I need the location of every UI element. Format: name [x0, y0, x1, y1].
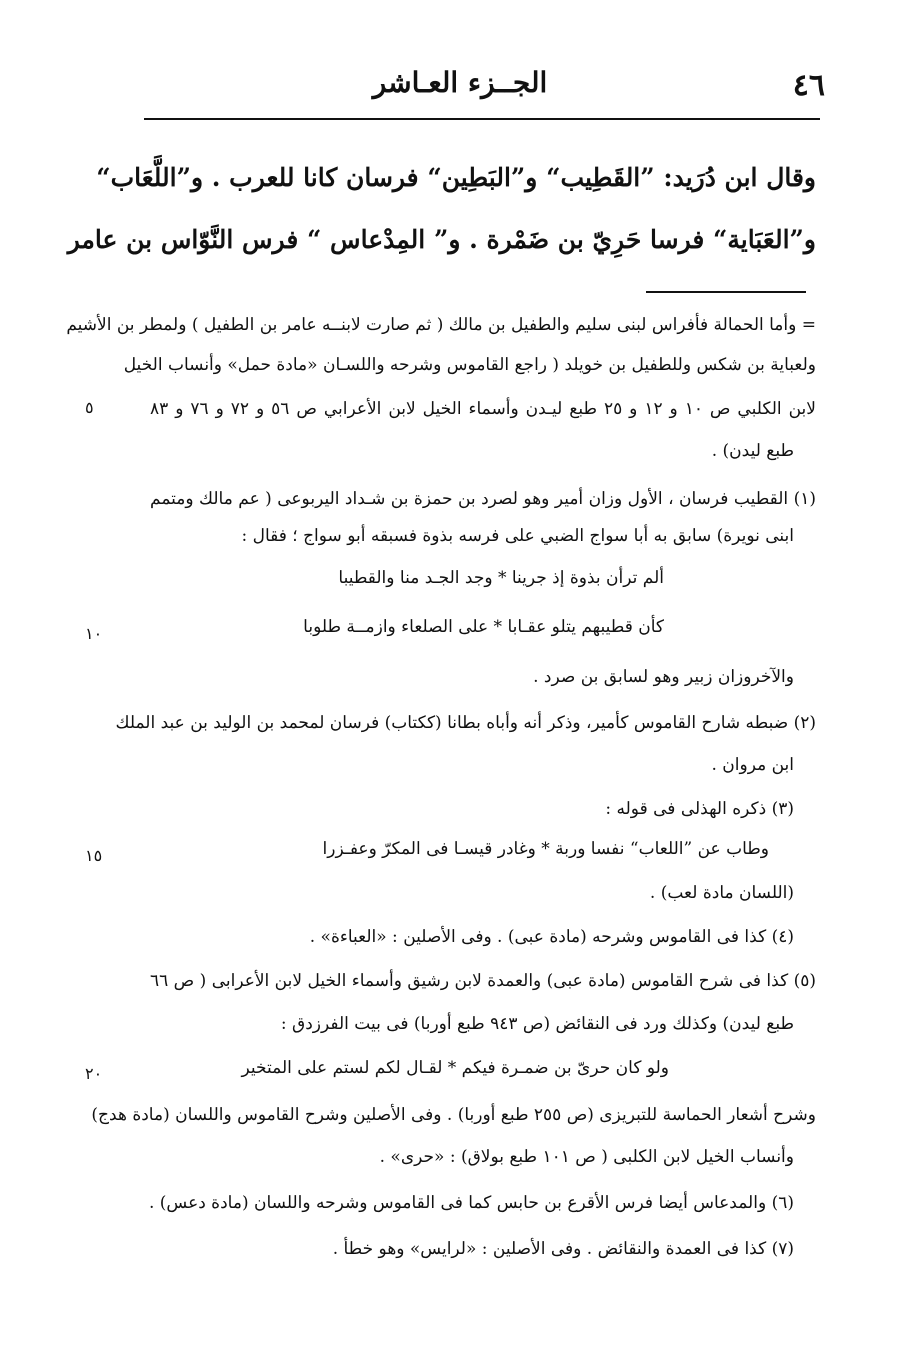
main-text-line-1: وقال ابن دُرَيد: ”القَطِيب“ و”البَطِين“ فرسان كانا للعرب . و”اللَّعَاب“ — [96, 163, 816, 192]
margin-line-number: ٥ — [85, 398, 94, 417]
footnote-2-line: ابن مروان . — [711, 755, 794, 775]
header-rule — [144, 118, 820, 120]
footnote-5-line: (٥) كذا فى شرح القاموس (مادة عبى) والعمدة لابن رشيق وأسماء الخيل لابن الأعرابى ( ص ٦٦ — [150, 971, 816, 991]
footnote-1-verse: ألم ترأن بذوة إذ جرينا * وجد الجـد منا والقطيبا — [338, 568, 664, 588]
running-title: الجــزء العـاشر — [372, 66, 548, 99]
footnote-5-verse: ولو كان حرىّ بن ضمـرة فيكم * لقـال لكم لستم على المتخير — [241, 1058, 669, 1078]
footnote-5-end-line: وشرح أشعار الحماسة للتبريزى (ص ٢٥٥ طبع أوربا) . وفى الأصلين وشرح القاموس واللسان (مادة هدج) — [91, 1105, 816, 1125]
page-number: ٤٦ — [792, 68, 825, 103]
footnote-continuation-line: طبع ليدن) . — [711, 441, 794, 461]
footnote-4: (٤) كذا فى القاموس وشرحه (مادة عبى) . وفى الأصلين : «العباءة» . — [309, 927, 794, 947]
footnote-2-line: (٢) ضبطه شارح القاموس كأمير، وذكر أنه وأباه بطانا (ككتاب) فرسان لمحمد بن الوليد بن عبد الملك — [115, 713, 816, 733]
footnote-1-line: (١) القطيب فرسان ، الأول وزان أمير وهو لصرد بن حمزة بن شـداد اليربوعى ( عم مالك ومتمم — [150, 489, 816, 509]
margin-line-number: ١٠ — [85, 624, 103, 643]
footnote-continuation-line: لابن الكلبي ص ١٠ و ١٢ و ٢٥ طبع ليـدن وأسماء الخيل لابن الأعرابي ص ٥٦ و ٧٢ و ٧٦ و ٨٣ — [150, 399, 816, 419]
footnote-5-end-line: وأنساب الخيل لابن الكلبى ( ص ١٠١ طبع بولاق) : «حرى» . — [379, 1147, 794, 1167]
footnote-continuation-line: ولعباية بن شكس وللطفيل بن خويلد ( راجع القاموس وشرحه واللسـان «مادة حمل» وأنساب الخيل — [123, 355, 816, 375]
footnote-5-line: طبع ليدن) وكذلك ورد فى النقائض (ص ٩٤٣ طبع أوربا) فى بيت الفرزدق : — [280, 1014, 794, 1034]
footnote-3-end: (اللسان مادة لعب) . — [649, 883, 794, 903]
footnote-3: (٣) ذكره الهذلى فى قوله : — [605, 799, 794, 819]
main-text-line-2: و”العَبَاية“ فرسا حَرِيّ بن ضَمْرة . و” المِدْعاس “ فرس النَّوّاس بن عامر — [67, 225, 816, 254]
footnote-1-verse: كأن قطيبهم يتلو عقـابا * على الصلعاء وازمــة طلوبا — [303, 617, 664, 637]
margin-line-number: ١٥ — [85, 846, 103, 865]
footnote-1-line: ابنى نويرة) سابق به أبا سواج الضبي على فرسه بذوة فسبقه أبو سواج ؛ فقال : — [241, 526, 794, 546]
footnote-separator — [646, 291, 806, 293]
footnote-continuation-line: = وأما الحمالة فأفراس لبنى سليم والطفيل بن مالك ( ثم صارت لابنــه عامر بن الطفيل ) ولمطر بن الأشيم — [66, 315, 816, 335]
footnote-7: (٧) كذا فى العمدة والنقائض . وفى الأصلين : «لرايس» وهو خطأ . — [332, 1239, 794, 1259]
footnote-6: (٦) والمدعاس أيضا فرس الأقرع بن حابس كما فى القاموس وشرحه واللسان (مادة دعس) . — [148, 1193, 794, 1213]
footnote-3-verse: وطاب عن ”اللعاب“ نفسا وربة * وغادر قيسـا فى المكرّ وعفـزرا — [322, 839, 769, 859]
footnote-1-end: والآخروزان زبير وهو لسابق بن صرد . — [533, 667, 794, 687]
margin-line-number: ٢٠ — [85, 1064, 103, 1083]
